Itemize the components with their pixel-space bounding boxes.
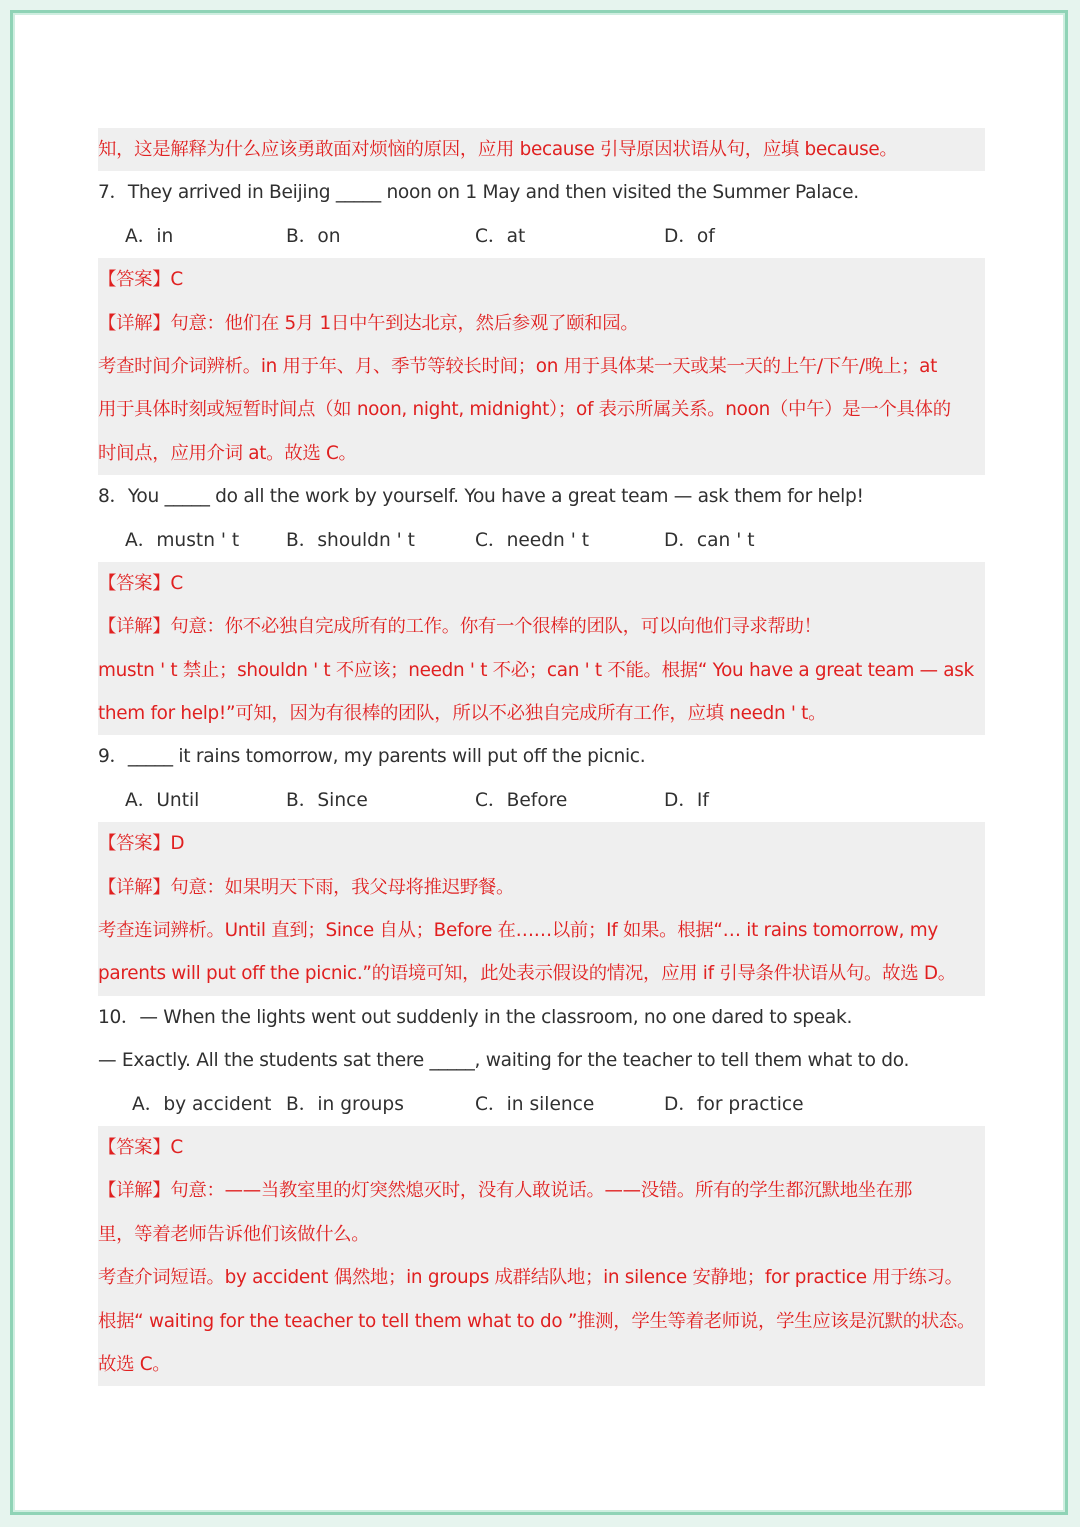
option-c: C．Before xyxy=(475,789,568,811)
explanation-line: parents will put off the picnic.”的语境可知，此处表示假设的情况，应用 if 引导条件状语从句。故选 D。 xyxy=(98,963,956,985)
option-d: D．of xyxy=(664,225,715,247)
explanation-line: 考查连词辨析。Until 直到；Since 自从；Before 在……以前；If 如果。根据“… it rains tomorrow, my xyxy=(98,920,938,942)
question-7 xyxy=(98,171,985,475)
worksheet-content xyxy=(98,128,985,1386)
explanation-line: 用于具体时刻或短暂时间点（如 noon, night, midnight）；of 表示所属关系。noon（中午）是一个具体的 xyxy=(98,399,951,421)
question-stem: 7．They arrived in Beijing _____ noon on 1 May and then visited the Summer Palace. xyxy=(98,182,859,204)
option-b: B．on xyxy=(286,225,341,247)
explanation-line: 考查时间介词辨析。in 用于年、月、季节等较长时间；on 用于具体某一天或某一天的上午/下午/晚上；at xyxy=(98,355,938,377)
previous-explanation xyxy=(98,128,985,171)
explanation-line: 里，等着老师告诉他们该做什么。 xyxy=(98,1223,370,1245)
option-c: C．at xyxy=(475,225,526,247)
explanation-line: them for help!”可知，因为有很棒的团队，所以不必独自完成所有工作，应填 needn ' t。 xyxy=(98,703,827,725)
question-8 xyxy=(98,475,985,735)
question-stem: 8．You _____ do all the work by yourself. You have a great team — ask them for help! xyxy=(98,486,864,508)
answer-block xyxy=(98,562,985,736)
explanation-line: 【详解】句意：他们在 5月 1日中午到达北京，然后参观了颐和园。 xyxy=(98,312,639,334)
answer-label: 【答案】C xyxy=(98,572,183,594)
option-b: B．in groups xyxy=(286,1093,404,1115)
option-c: C．needn ' t xyxy=(475,529,590,551)
option-a: A．mustn ' t xyxy=(125,529,240,551)
option-row xyxy=(98,1083,985,1126)
answer-label: 【答案】D xyxy=(98,833,185,855)
option-a: A．by accident xyxy=(132,1093,272,1115)
answer-label: 【答案】C xyxy=(98,1136,183,1158)
option-d: D．If xyxy=(664,789,709,811)
explanation-line: 故选 C。 xyxy=(98,1353,171,1375)
question-9 xyxy=(98,735,985,995)
question-stem: 9．_____ it rains tomorrow, my parents will put off the picnic. xyxy=(98,746,646,768)
explanation-line: 【详解】句意：你不必独自完成所有的工作。你有一个很棒的团队，可以向他们寻求帮助！ xyxy=(98,616,822,638)
answer-block xyxy=(98,822,985,996)
explanation-line: mustn ' t 禁止；shouldn ' t 不应该；needn ' t 不必；can ' t 不能。根据“ You have a great team — ask xyxy=(98,659,974,681)
option-b: B．shouldn ' t xyxy=(286,529,415,551)
answer-label: 【答案】C xyxy=(98,269,183,291)
option-d: D．can ' t xyxy=(664,529,755,551)
option-d: D．for practice xyxy=(664,1093,804,1115)
explanation-line: 【详解】句意：——当教室里的灯突然熄灭时，没有人敢说话。——没错。所有的学生都沉默地坐在那 xyxy=(98,1180,913,1202)
explanation-line: 时间点，应用介词 at。故选 C。 xyxy=(98,442,357,464)
explanation-line: 知，这是解释为什么应该勇敢面对烦恼的原因，应用 because 引导原因状语从句，应填 because。 xyxy=(98,139,898,160)
option-b: B．Since xyxy=(286,789,368,811)
explanation-line: 考查介词短语。by accident 偶然地；in groups 成群结队地；in silence 安静地；for practice 用于练习。 xyxy=(98,1267,963,1289)
explanation-line: 根据“ waiting for the teacher to tell them what to do ”推测，学生等着老师说，学生应该是沉默的状态。 xyxy=(98,1310,976,1332)
question-stem: 10．— When the lights went out suddenly in the classroom, no one dared to speak. xyxy=(98,1006,853,1028)
option-row xyxy=(98,215,985,258)
question-10 xyxy=(98,996,985,1387)
option-a: A．Until xyxy=(125,789,200,811)
answer-block xyxy=(98,258,985,475)
explanation-line: 【详解】句意：如果明天下雨，我父母将推迟野餐。 xyxy=(98,876,515,898)
question-stem-reply: — Exactly. All the students sat there _____, waiting for the teacher to tell them what to do. xyxy=(98,1050,910,1072)
option-row xyxy=(98,779,985,822)
option-row xyxy=(98,519,985,562)
option-c: C．in silence xyxy=(475,1093,595,1115)
option-a: A．in xyxy=(125,225,174,247)
answer-block xyxy=(98,1126,985,1386)
